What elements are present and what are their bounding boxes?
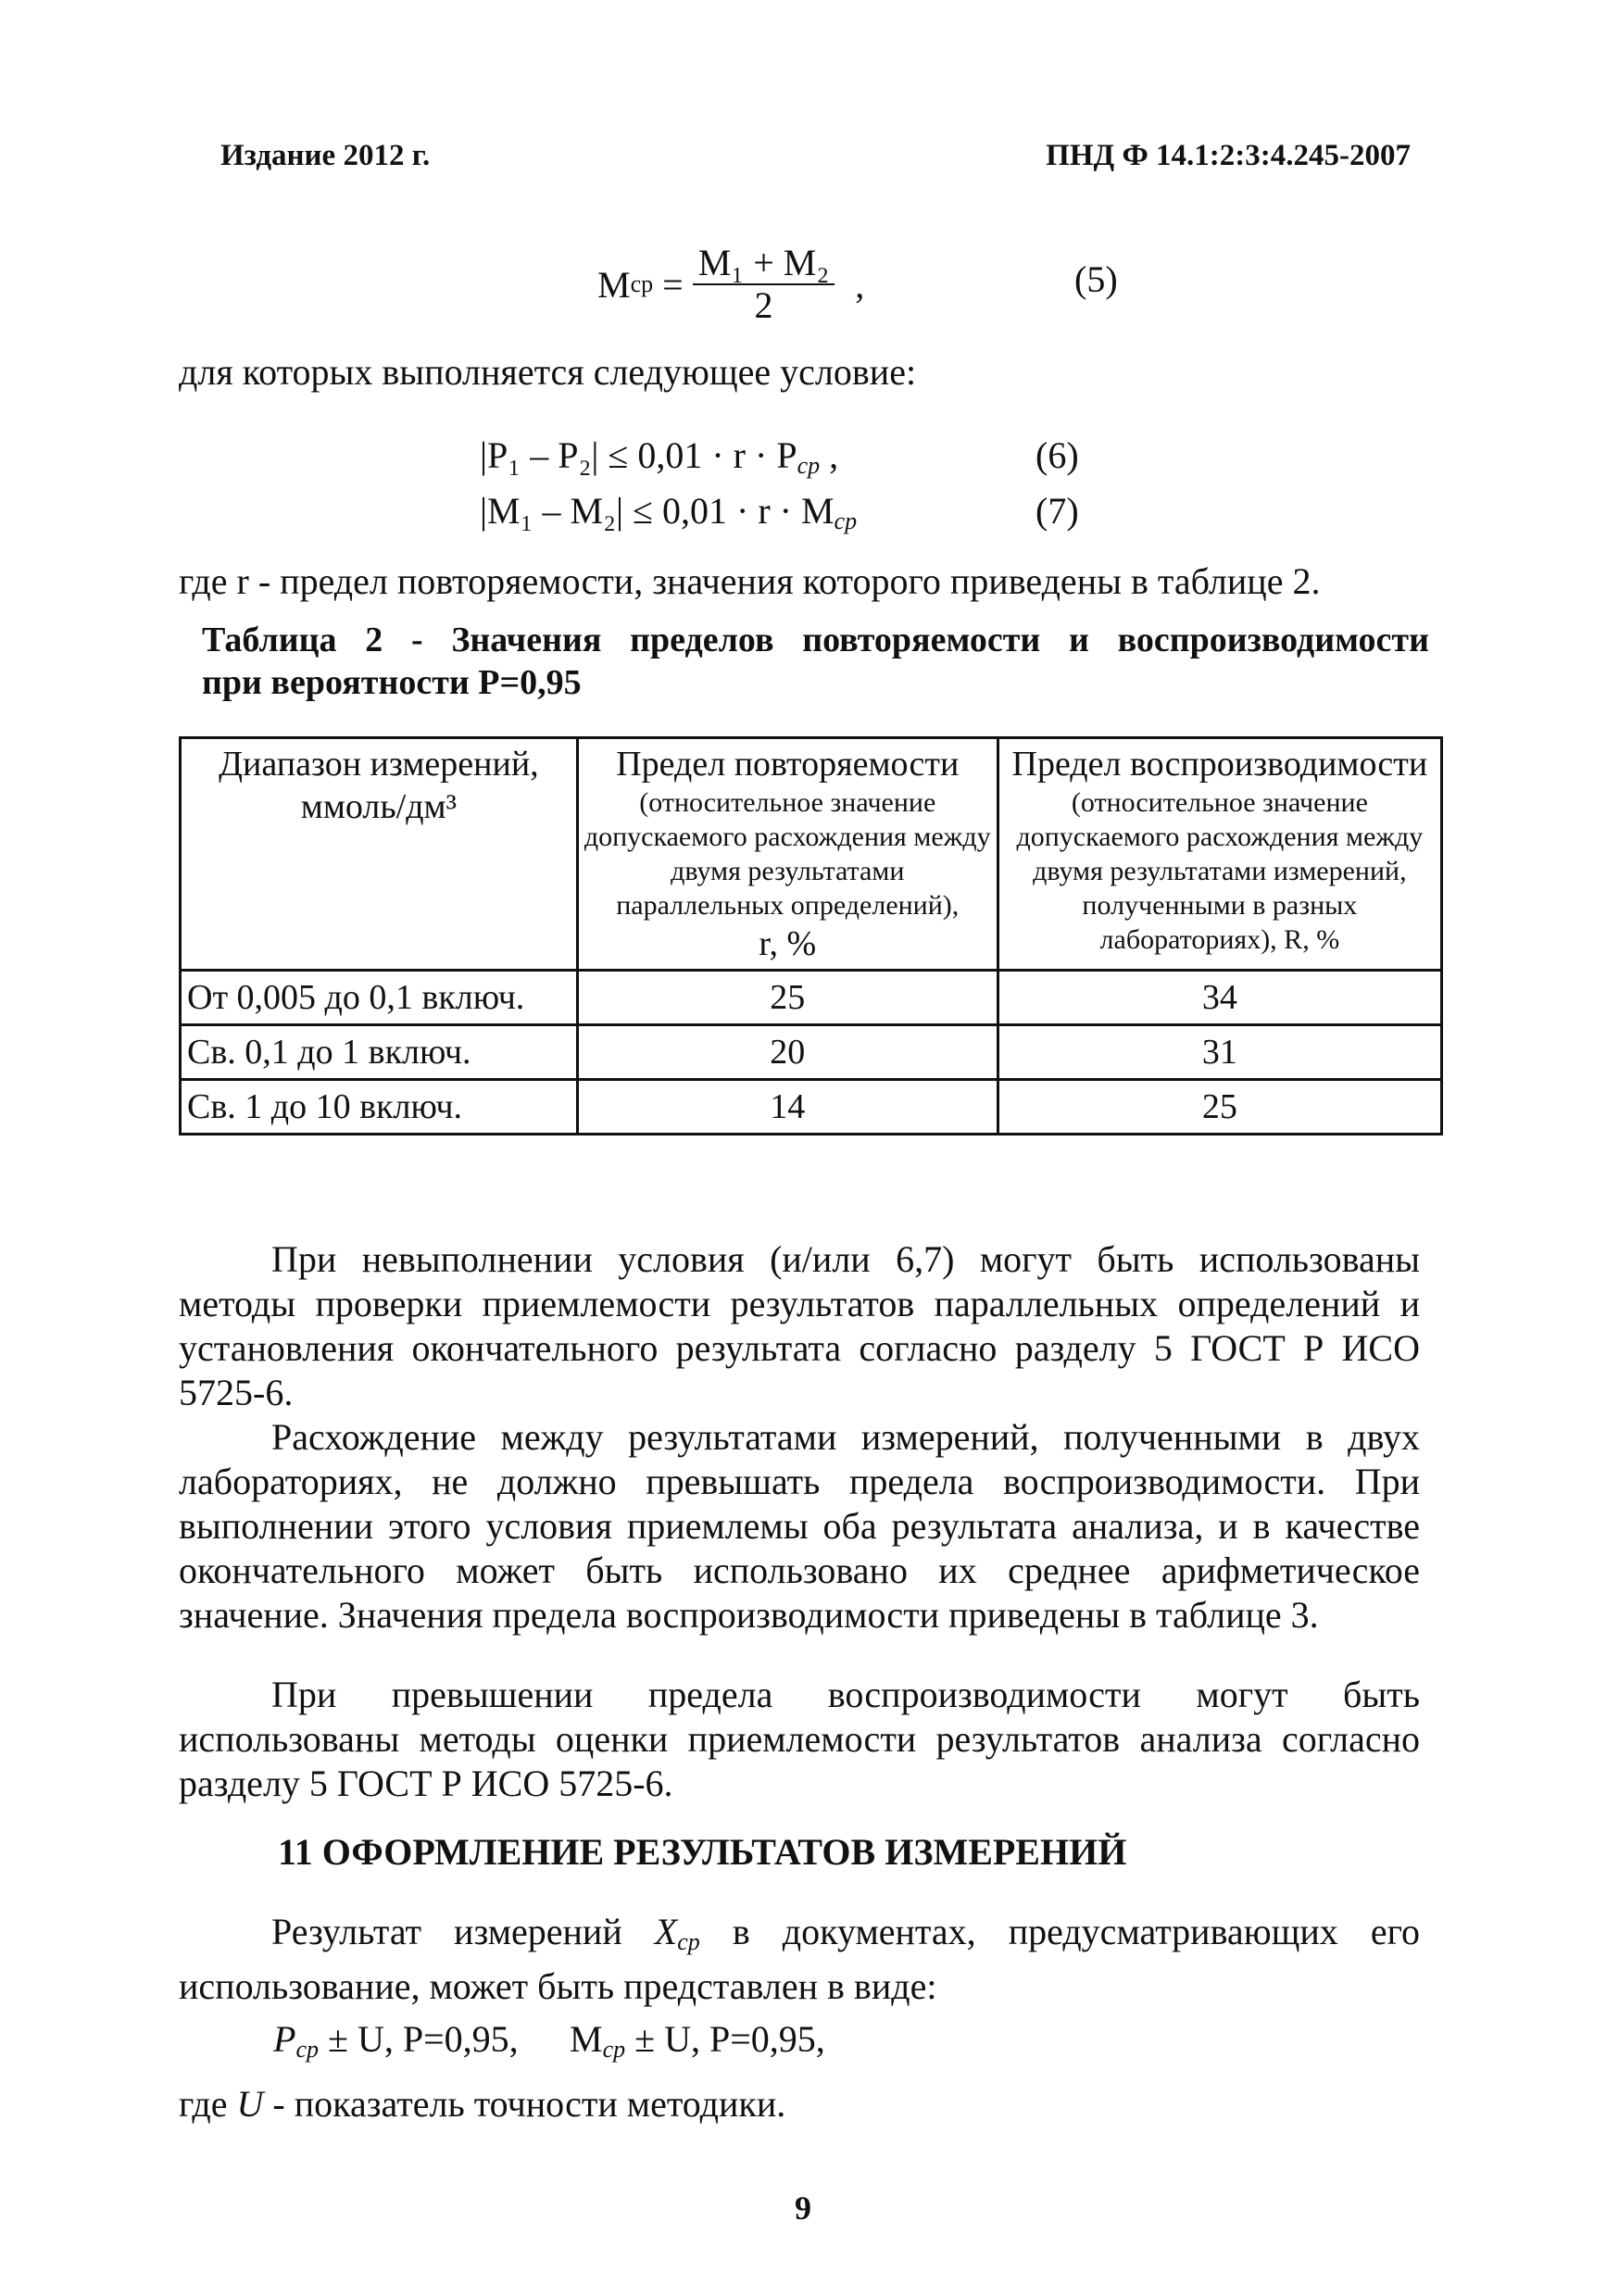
result-p-symbol: P bbox=[273, 2018, 296, 2060]
table-cell-range: Св. 0,1 до 1 включ. bbox=[181, 1025, 578, 1080]
formula-5-eq: = bbox=[662, 263, 684, 306]
formula-7 bbox=[480, 489, 857, 535]
section-11-where-u bbox=[179, 2082, 785, 2127]
formula-7-text: |M₁ – M₂| ≤ 0,01 · r · M bbox=[480, 490, 835, 532]
table-2 bbox=[179, 736, 1443, 1135]
condition-intro: для которых выполняется следующее условие: bbox=[179, 351, 917, 393]
formula-6-tail: , bbox=[820, 434, 839, 476]
result-m-symbol: M bbox=[570, 2018, 603, 2060]
formula-5-lhs-sub: ср bbox=[630, 270, 654, 297]
table-row bbox=[181, 1080, 1442, 1135]
result-m-tail: ± U, P=0,95, bbox=[625, 2018, 825, 2060]
table-header-reproducibility-label: Предел воспроизводимости bbox=[1011, 745, 1428, 784]
table-header-reproducibility-note: (относительное значение допускаемого расхождения между двумя результатами измерений, полученными в разных лабораториях), R, % bbox=[1016, 787, 1424, 955]
paragraph-2: Расхождение между результатами измерений, полученными в двух лабораториях, не должно превышать предела воспроизводимости. При выполнении этого условия приемлемы оба результата анализа, и в качестве окончательного может быть использовано их среднее арифметическое значение. Значения предела воспроизводимости приведены в таблице 3. bbox=[179, 1416, 1420, 1636]
table-2-caption-line2: при вероятности Р=0,95 bbox=[202, 663, 582, 702]
formula-7-sub: cp bbox=[834, 508, 858, 534]
paragraph-3: При превышении предела воспроизводимости могут быть использованы методы оценки приемлемости результатов анализа согласно разделу 5 ГОСТ Р ИСО 5725-6. bbox=[179, 1674, 1420, 1804]
section-11-intro bbox=[179, 1910, 1420, 2009]
where-u-b: - показатель точности методики. bbox=[263, 2083, 786, 2125]
table-header-repeatability-label: Предел повторяемости bbox=[616, 745, 960, 784]
formula-5 bbox=[597, 243, 864, 326]
table-header-repeatability-note: (относительное значение допускаемого расхождения между двумя результатами параллельных определений), bbox=[584, 787, 991, 921]
table-2-caption bbox=[202, 619, 1429, 704]
result-m-sub: ср bbox=[602, 2036, 626, 2063]
section-11-intro-x: X bbox=[654, 1911, 678, 1952]
formula-5-denominator: 2 bbox=[754, 284, 773, 326]
header-doc-code: ПНД Ф 14.1:2:3:4.245-2007 bbox=[1046, 139, 1411, 172]
table-header-repeatability-symbol: r, % bbox=[759, 924, 817, 963]
result-p-tail: ± U, P=0,95, bbox=[318, 2018, 519, 2060]
page-number: 9 bbox=[795, 2189, 811, 2227]
section-11-title: 11 ОФОРМЛЕНИЕ РЕЗУЛЬТАТОВ ИЗМЕРЕНИЙ bbox=[278, 1831, 1127, 1873]
where-u-a: где bbox=[179, 2083, 237, 2125]
table-row bbox=[181, 1025, 1442, 1080]
table-cell-range: От 0,005 до 0,1 включ. bbox=[181, 971, 578, 1025]
formula-5-lhs: M bbox=[597, 263, 631, 306]
formula-6-sub: cp bbox=[797, 452, 821, 479]
table-cell-R: 25 bbox=[998, 1080, 1441, 1135]
table-cell-r: 14 bbox=[577, 1080, 998, 1135]
formula-6-text: |P₁ – P₂| ≤ 0,01 · r · P bbox=[480, 434, 797, 476]
table-header-row bbox=[181, 738, 1442, 971]
result-p-sub: ср bbox=[295, 2036, 319, 2063]
table-header-reproducibility bbox=[998, 738, 1441, 971]
formula-5-number: (5) bbox=[1074, 258, 1118, 300]
paragraph-1: При невыполнении условия (и/или 6,7) могут быть использованы методы проверки приемлемости результатов параллельных определений и установления окончательного результата согласно разделу 5 ГОСТ Р ИСО 5725-6. bbox=[179, 1238, 1420, 1413]
table-row bbox=[181, 971, 1442, 1025]
where-r-text: где r - предел повторяемости, значения которого приведены в таблице 2. bbox=[179, 560, 1321, 602]
formula-5-fraction bbox=[693, 243, 835, 326]
section-11-intro-a: Результат измерений bbox=[271, 1911, 655, 1952]
section-11-intro-x-sub: ср bbox=[677, 1928, 700, 1955]
table-header-range bbox=[181, 738, 578, 971]
formula-6-number: (6) bbox=[1035, 434, 1079, 476]
formula-6 bbox=[480, 433, 838, 480]
section-11-result-p bbox=[273, 2017, 519, 2072]
header-edition: Издание 2012 г. bbox=[220, 139, 431, 172]
table-header-range-label: Диапазон измерений, ммоль/дм³ bbox=[219, 745, 539, 826]
formula-5-numerator: M₁ + M₂ bbox=[693, 243, 835, 285]
formula-7-number: (7) bbox=[1035, 490, 1079, 532]
table-cell-r: 20 bbox=[577, 1025, 998, 1080]
table-2-caption-line1: Таблица 2 - Значения пределов повторяемости и воспроизводимости bbox=[202, 621, 1429, 659]
section-11-intro-b: в документах, предусматривающих его использование, может быть представлен в виде: bbox=[179, 1911, 1420, 2007]
table-cell-R: 31 bbox=[998, 1025, 1441, 1080]
table-header-repeatability bbox=[577, 738, 998, 971]
table-cell-range: Св. 1 до 10 включ. bbox=[181, 1080, 578, 1135]
table-cell-R: 34 bbox=[998, 971, 1441, 1025]
where-u-symbol: U bbox=[236, 2083, 264, 2125]
table-cell-r: 25 bbox=[577, 971, 998, 1025]
formula-5-comma: , bbox=[855, 263, 865, 306]
section-11-result-m bbox=[570, 2017, 825, 2072]
